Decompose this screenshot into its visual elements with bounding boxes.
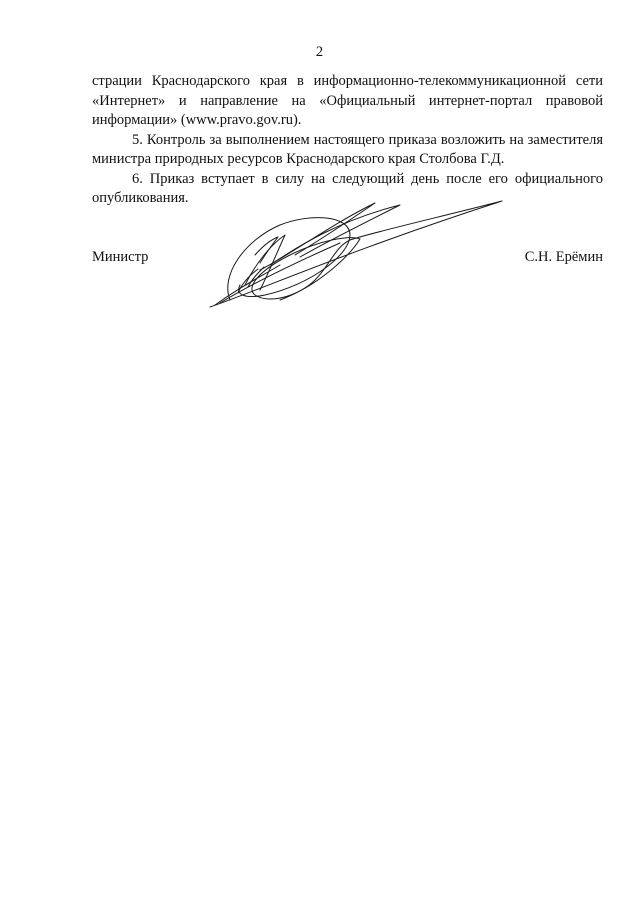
signatory-title: Министр	[92, 249, 149, 265]
document-body	[92, 72, 603, 209]
paragraph-continuation: страции Краснодарского края в информационно-телекоммуникационной сети «Интернет» и направление на «Официальный интернет-портал правовой информации» (www.pravo.gov.ru).	[92, 73, 603, 128]
paragraph-item-5: 5. Контроль за выполнением настоящего приказа возложить на заместителя министра природных ресурсов Краснодарского края Столбова Г.Д.	[92, 131, 603, 167]
paragraph-item-6: 6. Приказ вступает в силу на следующий день после его официального опубликования.	[92, 170, 603, 206]
signatory-name: С.Н. Ерёмин	[524, 249, 603, 265]
page-number: 2	[315, 44, 324, 60]
handwritten-signature	[200, 195, 510, 320]
